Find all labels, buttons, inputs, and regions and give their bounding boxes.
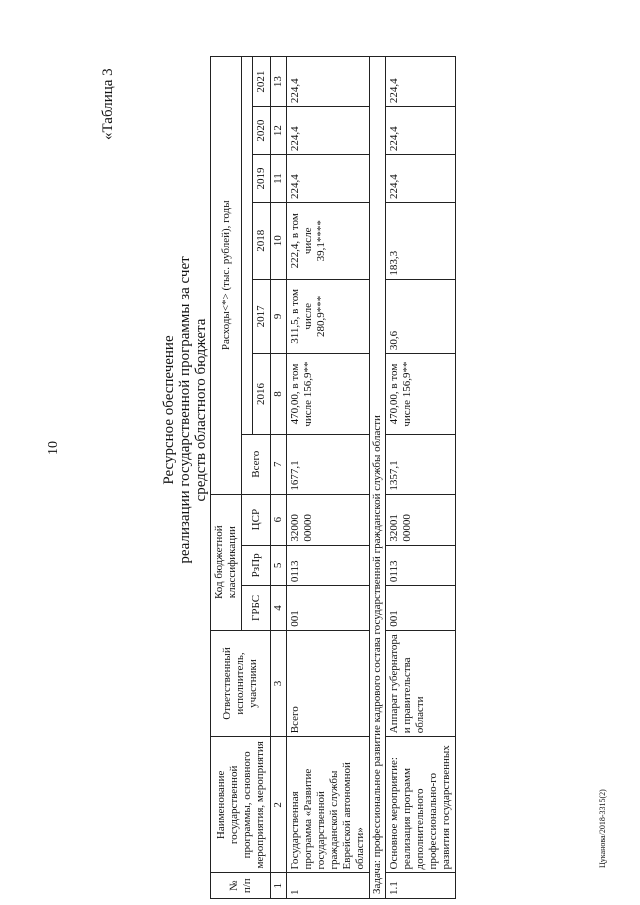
row-2016: 470,00, в том числе 156,9** [386,354,456,435]
row-no: 1.1 [386,873,456,899]
header-years-spacer [242,57,253,435]
row-responsible: Всего [287,630,370,736]
table-row [386,57,456,899]
row-2019: 224,4 [386,155,456,203]
header-expenses: Расходы<*> (тыс. рублей), годы [211,57,242,495]
page-number: 10 [46,441,61,455]
table-label: «Таблица 3 [100,68,116,140]
row-csr: 32001 00000 [386,494,456,545]
column-number: 4 [271,586,287,631]
column-number: 13 [271,57,287,107]
column-number: 5 [271,545,287,585]
header-grbs: ГРБС [242,586,271,631]
row-grbs: 001 [287,586,370,631]
header-csr: ЦСР [242,494,271,545]
column-number: 12 [271,107,287,155]
header-year-2021: 2021 [253,57,271,107]
row-2020: 224,4 [386,107,456,155]
column-number: 7 [271,434,287,494]
title-line-1: Ресурсное обеспечение [161,335,177,485]
header-rzpr: РзПр [242,545,271,585]
row-2016: 470,00, в том числе 156,9** [287,354,370,435]
row-rzpr: 0113 [386,545,456,585]
header-year-2016: 2016 [253,354,271,435]
header-no: № п/п [211,873,271,899]
column-number: 6 [271,494,287,545]
header-total: Всего [242,434,271,494]
table-row [287,57,370,899]
header-year-2017: 2017 [253,279,271,354]
row-2017: 311,5, в том числе 280,9*** [287,279,370,354]
resource-table [210,56,456,899]
header-year-2019: 2019 [253,155,271,203]
column-number: 11 [271,155,287,203]
header-responsible: Ответственный исполнитель, участники [211,630,271,736]
row-2017: 30,6 [386,279,456,354]
title-line-3: средств областного бюджета [193,318,209,502]
row-rzpr: 0113 [287,545,370,585]
task-row [370,57,386,899]
row-2021: 224,4 [386,57,456,107]
row-total: 1357,1 [386,434,456,494]
document-title [161,256,209,563]
header-name: Наименование государственной программы, основного мероприятия, мероприятия [211,737,271,873]
row-2018: 222,4, в том числе 39,1**** [287,202,370,279]
column-number: 2 [271,737,287,873]
row-csr: 32000 00000 [287,494,370,545]
column-number: 1 [271,873,287,899]
row-responsible: Аппарат губернатора и правительства области [386,630,456,736]
row-name: Государственная программа «Развитие государственной гражданской службы Еврейской автономной области» [287,737,370,873]
row-no: 1 [287,873,370,899]
row-total: 1677,1 [287,434,370,494]
header-year-2020: 2020 [253,107,271,155]
resource-table-wrapper [210,56,548,899]
column-number: 9 [271,279,287,354]
row-2020: 224,4 [287,107,370,155]
column-number: 10 [271,202,287,279]
header-year-2018: 2018 [253,202,271,279]
header-budget-code: Код бюджетной классификации [211,494,242,630]
row-2021: 224,4 [287,57,370,107]
row-name: Основное мероприятие: реализация программ дополнительного профессионально-го развития государственных [386,737,456,873]
row-2019: 224,4 [287,155,370,203]
column-number: 8 [271,354,287,435]
row-grbs: 001 [386,586,456,631]
title-line-2: реализации государственной программы за счет [177,256,193,564]
task-text: Задача: профессиональное развитие кадрового состава государственной гражданской службы области [370,57,386,899]
column-number: 3 [271,630,287,736]
document-code: Цуканова/2018-3315(2) [598,789,607,868]
column-number-row [271,57,287,899]
row-2018: 183,3 [386,202,456,279]
